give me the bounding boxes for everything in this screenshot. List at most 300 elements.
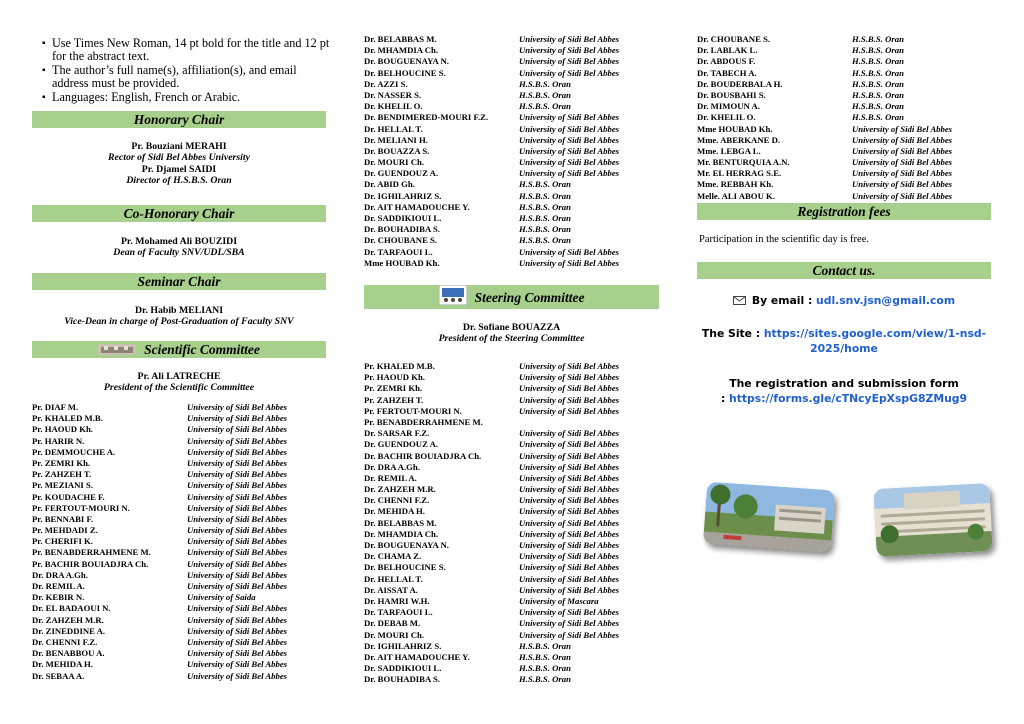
member-row <box>364 135 659 146</box>
member-affiliation: H.S.B.S. Oran <box>519 213 571 223</box>
member-affiliation: University of Sidi Bel Abbes <box>187 569 288 580</box>
member-affiliation: University of Sidi Bel Abbes <box>519 405 620 416</box>
member-affiliation: University of Sidi Bel Abbes <box>187 525 288 536</box>
steering-committee-list <box>364 361 659 685</box>
member-row <box>364 213 659 224</box>
member-name: Dr. REMIL A. <box>364 472 417 483</box>
member-name: Dr. TARFAOUI L. <box>364 246 433 257</box>
person-name: Pr. Ali LATRECHE <box>137 371 221 382</box>
person-role: Vice-Dean in charge of Post-Graduation of Faculty SNV <box>64 316 294 328</box>
member-affiliation: H.S.B.S. Oran <box>852 78 904 89</box>
member-affiliation: University of Sidi Bel Abbes <box>519 607 620 618</box>
member-affiliation: H.S.B.S. Oran <box>852 56 904 67</box>
member-row <box>364 540 659 551</box>
member-row <box>32 592 326 603</box>
member-name: Dr. HAMRI W.H. <box>364 595 430 606</box>
email-label: By email : <box>751 294 817 307</box>
seminar-chair-title: Seminar Chair <box>137 274 221 289</box>
member-affiliation: H.S.B.S. Oran <box>852 101 904 112</box>
member-affiliation: University of Sidi Bel Abbes <box>852 157 953 168</box>
member-name: Mme. ABERKANE D. <box>697 134 781 145</box>
scientific-president-block <box>32 371 326 394</box>
member-affiliation: University of Sidi Bel Abbes <box>519 573 620 584</box>
member-affiliation: University of Sidi Bel Abbes <box>519 506 620 517</box>
member-name: Dr. AIT HAMADOUCHE Y. <box>364 201 470 212</box>
member-row <box>364 168 659 179</box>
member-name: Dr. CHENNI F.Z. <box>364 495 430 506</box>
member-name: Dr. DRA A.Gh. <box>32 569 88 580</box>
member-name: Dr. HELLAL T. <box>364 123 423 134</box>
member-row <box>697 79 991 90</box>
member-affiliation: University of Sidi Bel Abbes <box>519 528 620 539</box>
member-affiliation: H.S.B.S. Oran <box>519 89 571 100</box>
member-affiliation: University of Sidi Bel Abbes <box>187 435 288 446</box>
member-name: Pr. KHALED M.B. <box>364 361 435 371</box>
member-row <box>364 372 659 383</box>
member-name: Dr. AISSAT A. <box>364 584 418 595</box>
member-row <box>364 585 659 596</box>
member-name: Dr. MEHIDA H. <box>364 506 425 517</box>
member-affiliation: University of Mascara <box>519 595 599 606</box>
member-row <box>364 506 659 517</box>
member-row <box>697 101 991 112</box>
person-name: Pr. Bouziani MERAHI <box>131 141 227 152</box>
member-affiliation: University of Sidi Bel Abbes <box>519 157 620 168</box>
form-label: The registration and submission form <box>729 377 959 390</box>
member-affiliation: University of Sidi Bel Abbes <box>187 480 288 491</box>
member-name: Pr. ZAHZEH T. <box>364 394 424 405</box>
member-name: Dr. ZINEDDINE A. <box>32 625 106 636</box>
member-row <box>364 439 659 450</box>
member-name: Pr. ZEMRI Kh. <box>32 457 91 468</box>
member-affiliation: University of Sidi Bel Abbes <box>519 629 620 640</box>
member-name: Dr. TARFAOUI L. <box>364 607 433 618</box>
member-affiliation: University of Sidi Bel Abbes <box>852 179 953 190</box>
member-row <box>32 503 326 514</box>
guideline-item: ▪ Languages: English, French or Arabic. <box>42 91 332 104</box>
member-row <box>364 247 659 258</box>
member-affiliation: University of Sidi Bel Abbes <box>519 517 620 528</box>
form-prefix: : <box>720 392 730 405</box>
member-row <box>32 659 326 670</box>
member-row <box>32 492 326 503</box>
member-affiliation: University of Sidi Bel Abbes <box>519 112 620 123</box>
member-row <box>364 202 659 213</box>
steering-committee-title: Steering Committee <box>474 290 585 306</box>
member-name: Dr. EL BADAOUI N. <box>32 603 111 614</box>
member-affiliation: University of Sidi Bel Abbes <box>187 413 288 424</box>
envelope-icon <box>733 294 746 309</box>
member-affiliation: University of Sidi Bel Abbes <box>519 584 620 595</box>
contact-header <box>697 262 991 279</box>
steering-committee-list-continued <box>697 34 991 202</box>
scientific-committee-list-continued <box>364 34 659 269</box>
member-row <box>697 179 991 190</box>
member-row <box>364 462 659 473</box>
member-name: Dr. BOUSBAHI S. <box>697 89 766 100</box>
member-affiliation: University of Sidi Bel Abbes <box>519 372 620 383</box>
abstract-guidelines <box>42 37 332 104</box>
person-role: President of the Scientific Committee <box>103 382 255 394</box>
member-name: Dr. BOUAZZA S. <box>364 145 430 156</box>
member-name: Mr. BENTURQUIA A.N. <box>697 157 790 168</box>
member-affiliation: H.S.B.S. Oran <box>519 78 571 89</box>
member-affiliation: H.S.B.S. Oran <box>519 201 571 212</box>
member-row <box>364 101 659 112</box>
member-name: Pr. MEHDADI Z. <box>32 525 98 536</box>
member-affiliation: University of Sidi Bel Abbes <box>519 134 620 145</box>
member-affiliation: H.S.B.S. Oran <box>519 179 571 190</box>
member-affiliation: University of Sidi Bel Abbes <box>187 491 288 502</box>
member-row <box>364 34 659 45</box>
member-row <box>32 458 326 469</box>
member-affiliation: University of Sidi Bel Abbes <box>519 56 620 67</box>
member-row <box>697 56 991 67</box>
member-affiliation: University of Sidi Bel Abbes <box>519 394 620 405</box>
member-row <box>32 402 326 413</box>
member-name: Dr. BENABBOU A. <box>32 648 105 659</box>
scientific-committee-header <box>32 341 326 358</box>
member-row <box>364 112 659 123</box>
steering-committee-header <box>364 285 659 309</box>
seminar-chair-header <box>32 273 326 290</box>
member-affiliation: University of Sidi Bel Abbes <box>852 190 953 201</box>
co-honorary-chair-title: Co-Honorary Chair <box>123 206 235 221</box>
member-row <box>32 626 326 637</box>
member-row <box>697 45 991 56</box>
member-affiliation: H.S.B.S. Oran <box>519 190 571 201</box>
member-affiliation: H.S.B.S. Oran <box>852 112 904 123</box>
member-row <box>364 674 659 685</box>
steering-president-block <box>364 322 659 345</box>
member-name: Pr. BENNABI F. <box>32 513 94 524</box>
member-row <box>32 671 326 682</box>
member-row <box>32 615 326 626</box>
member-name: Pr. DIAF M. <box>32 402 79 412</box>
contact-email-line <box>697 293 991 309</box>
member-affiliation: University of Sidi Bel Abbes <box>187 402 288 412</box>
member-name: Dr. AIT HAMADOUCHE Y. <box>364 651 470 662</box>
member-name: Dr. HELLAL T. <box>364 573 423 584</box>
member-name: Dr. IGHILAHRIZ S. <box>364 190 442 201</box>
member-row <box>364 383 659 394</box>
member-affiliation: University of Sidi Bel Abbes <box>519 450 620 461</box>
site-link[interactable]: https://sites.google.com/view/1-nsd-2025/home <box>763 327 987 355</box>
member-row <box>364 562 659 573</box>
member-name: Dr. AZZI S. <box>364 78 408 89</box>
member-name: Dr. KHELIL O. <box>364 101 423 112</box>
member-affiliation: University of Sidi Bel Abbes <box>852 134 953 145</box>
member-name: Dr. BELHOUCINE S. <box>364 67 446 78</box>
member-affiliation: University of Saida <box>187 592 256 603</box>
member-affiliation: University of Sidi Bel Abbes <box>519 45 620 56</box>
member-row <box>364 473 659 484</box>
member-row <box>364 406 659 417</box>
member-affiliation: University of Sidi Bel Abbes <box>187 469 288 480</box>
contact-title: Contact us. <box>812 263 876 278</box>
member-row <box>364 224 659 235</box>
person-name: Pr. Mohamed Ali BOUZIDI <box>120 236 238 247</box>
member-name: Dr. MELIANI H. <box>364 134 428 145</box>
member-affiliation: University of Sidi Bel Abbes <box>519 67 620 78</box>
member-row <box>364 484 659 495</box>
member-name: Pr. ZAHZEH T. <box>32 469 92 480</box>
honorary-chair-title: Honorary Chair <box>133 112 225 127</box>
member-name: Dr. SADDIKIOUI L. <box>364 663 442 674</box>
member-name: Dr. GUENDOUZ A. <box>364 168 439 179</box>
member-row <box>364 630 659 641</box>
guideline-item: ▪ The author’s full name(s), affiliation(s), and email address must be provided. <box>42 64 332 91</box>
member-name: Dr. SARSAR F.Z. <box>364 428 430 439</box>
member-row <box>364 618 659 629</box>
member-name: Dr. DEBAB M. <box>364 618 421 629</box>
member-name: Pr. CHERIFI K. <box>32 536 93 547</box>
member-row <box>364 428 659 439</box>
member-row <box>364 395 659 406</box>
form-link[interactable]: https://forms.gle/cTNcyEpXspG8ZMug9 <box>729 392 968 405</box>
member-name: Pr. BENABDERRAHMENE M. <box>32 547 151 558</box>
member-row <box>364 90 659 101</box>
member-affiliation: H.S.B.S. Oran <box>519 640 571 651</box>
member-affiliation: University of Sidi Bel Abbes <box>187 547 288 558</box>
member-affiliation: University of Sidi Bel Abbes <box>187 625 288 636</box>
member-row <box>364 56 659 67</box>
member-row <box>32 581 326 592</box>
member-row <box>32 536 326 547</box>
contact-site-line <box>697 326 991 356</box>
member-affiliation: University of Sidi Bel Abbes <box>519 551 620 562</box>
member-row <box>364 574 659 585</box>
member-row <box>364 157 659 168</box>
member-name: Dr. BENDIMERED-MOURI F.Z. <box>364 112 489 123</box>
member-row <box>364 191 659 202</box>
member-row <box>364 79 659 90</box>
member-affiliation: University of Sidi Bel Abbes <box>519 495 620 506</box>
member-name: Dr. MHAMDIA Ch. <box>364 45 439 56</box>
member-name: Dr. GUENDOUZ A. <box>364 439 439 450</box>
member-name: Dr. SEBAA A. <box>32 670 85 681</box>
member-affiliation: University of Sidi Bel Abbes <box>519 618 620 629</box>
member-row <box>364 652 659 663</box>
member-name: Pr. KHALED M.B. <box>32 413 103 424</box>
member-affiliation: University of Sidi Bel Abbes <box>519 34 620 44</box>
member-row <box>364 641 659 652</box>
person-role: Dean of Faculty SNV/UDL/SBA <box>113 247 245 259</box>
member-row <box>697 124 991 135</box>
member-row <box>32 637 326 648</box>
member-affiliation: University of Sidi Bel Abbes <box>519 540 620 550</box>
registration-fees-text: Participation in the scientific day is free. <box>699 234 869 245</box>
steering-image-icon <box>439 285 467 313</box>
member-name: Pr. HAOUD Kh. <box>32 424 93 435</box>
member-affiliation: H.S.B.S. Oran <box>519 663 571 674</box>
member-name: Dr. CHENNI F.Z. <box>32 636 98 647</box>
member-affiliation: H.S.B.S. Oran <box>852 67 904 78</box>
member-name: Pr. FERTOUT-MOURI N. <box>32 502 130 513</box>
member-row <box>364 361 659 372</box>
member-row <box>32 559 326 570</box>
member-row <box>697 135 991 146</box>
member-affiliation: University of Sidi Bel Abbes <box>519 562 620 573</box>
member-name: Dr. ZAHZEH M.R. <box>32 614 104 625</box>
member-affiliation: University of Sidi Bel Abbes <box>187 648 288 659</box>
member-name: Mme HOUBAD Kh. <box>364 257 440 268</box>
member-row <box>364 235 659 246</box>
member-affiliation: University of Sidi Bel Abbes <box>187 670 288 681</box>
member-affiliation: University of Sidi Bel Abbes <box>187 603 288 614</box>
member-name: Dr. BELABBAS M. <box>364 34 437 44</box>
member-row <box>364 518 659 529</box>
member-name: Dr. CHOUBANE S. <box>364 235 438 246</box>
member-row <box>364 258 659 269</box>
member-row <box>32 570 326 581</box>
member-row <box>364 451 659 462</box>
member-name: Pr. ZEMRI Kh. <box>364 383 423 394</box>
member-row <box>32 469 326 480</box>
member-name: Dr. BOUGUENAYA N. <box>364 540 449 550</box>
member-row <box>32 547 326 558</box>
member-name: Dr. MEHIDA H. <box>32 659 93 670</box>
member-name: Pr. FERTOUT-MOURI N. <box>364 405 462 416</box>
person-role: President of the Steering Committee <box>438 333 585 345</box>
member-name: Dr. SADDIKIOUI L. <box>364 213 442 223</box>
registration-fees-title: Registration fees <box>797 204 891 219</box>
member-name: Dr. NASSER S. <box>364 89 422 100</box>
member-affiliation: University of Sidi Bel Abbes <box>852 168 953 179</box>
member-affiliation: University of Sidi Bel Abbes <box>187 502 288 513</box>
member-name: Dr. BELABBAS M. <box>364 517 437 528</box>
member-row <box>697 34 991 45</box>
member-name: Dr. LABLAK L. <box>697 45 758 56</box>
member-row <box>32 525 326 536</box>
member-row <box>697 191 991 202</box>
member-name: Dr. MHAMDIA Ch. <box>364 528 439 539</box>
member-name: Dr. CHOUBANE S. <box>697 34 771 44</box>
member-name: Dr. ABID Gh. <box>364 179 415 190</box>
member-name: Pr. MEZIANI S. <box>32 480 93 491</box>
member-name: Dr. CHAMA Z. <box>364 551 422 562</box>
honorary-chair-header <box>32 111 326 128</box>
member-affiliation: University of Sidi Bel Abbes <box>519 123 620 134</box>
co-honorary-chair-block <box>32 236 326 259</box>
member-name: Dr. IGHILAHRIZ S. <box>364 640 442 651</box>
member-name: Dr. KEBIR N. <box>32 592 85 603</box>
member-row <box>364 45 659 56</box>
campus-photo-left <box>703 482 835 553</box>
member-affiliation: University of Sidi Bel Abbes <box>519 383 620 394</box>
member-row <box>697 168 991 179</box>
member-name: Pr. HAOUD Kh. <box>364 372 425 383</box>
member-affiliation: H.S.B.S. Oran <box>852 45 904 56</box>
member-name: Dr. MOURI Ch. <box>364 157 425 168</box>
committee-image-icon <box>98 342 136 359</box>
co-honorary-chair-header <box>32 205 326 222</box>
person-name: Pr. Djamel SAIDI <box>141 163 217 175</box>
member-row <box>364 663 659 674</box>
seminar-chair-block <box>32 305 326 328</box>
email-link[interactable]: udl.snv.jsn@gmail.com <box>816 294 956 307</box>
member-name: Mme HOUBAD Kh. <box>697 123 773 134</box>
member-affiliation: University of Sidi Bel Abbes <box>519 439 620 450</box>
member-name: Dr. MOURI Ch. <box>364 629 425 640</box>
member-affiliation: H.S.B.S. Oran <box>519 101 571 112</box>
member-name: Mme. LEBGA L. <box>697 145 761 156</box>
member-row <box>364 551 659 562</box>
member-row <box>697 112 991 123</box>
member-row <box>32 480 326 491</box>
left-column <box>32 0 330 724</box>
member-affiliation: University of Sidi Bel Abbes <box>519 246 620 257</box>
member-affiliation: University of Sidi Bel Abbes <box>519 257 620 268</box>
member-affiliation: University of Sidi Bel Abbes <box>519 361 620 371</box>
member-name: Dr. REMIL A. <box>32 581 85 591</box>
member-row <box>364 124 659 135</box>
member-row <box>32 447 326 458</box>
person-name: Dr. Sofiane BOUAZZA <box>462 322 561 333</box>
site-label: The Site : <box>701 327 764 340</box>
member-name: Mr. EL HERRAG S.E. <box>697 168 782 179</box>
member-row <box>697 68 991 79</box>
member-affiliation: H.S.B.S. Oran <box>852 34 904 44</box>
person-name: Dr. Habib MELIANI <box>134 305 224 316</box>
member-name: Pr. BACHIR BOUIADJRA Ch. <box>32 558 149 569</box>
member-affiliation: University of Sidi Bel Abbes <box>852 123 953 134</box>
member-row <box>32 413 326 424</box>
member-affiliation: University of Sidi Bel Abbes <box>187 513 288 524</box>
member-affiliation: University of Sidi Bel Abbes <box>519 428 620 439</box>
contact-form-line <box>697 376 991 406</box>
member-name: Mme. REBBAH Kh. <box>697 179 774 190</box>
member-name: Dr. MIMOUN A. <box>697 101 760 112</box>
member-affiliation: University of Sidi Bel Abbes <box>519 484 620 495</box>
member-affiliation: University of Sidi Bel Abbes <box>519 168 620 179</box>
member-row <box>364 607 659 618</box>
member-row <box>364 495 659 506</box>
member-row <box>697 157 991 168</box>
scientific-committee-list <box>32 402 326 682</box>
member-row <box>364 417 659 428</box>
person-role: Rector of Sidi Bel Abbes University <box>108 152 250 164</box>
right-column <box>697 0 991 724</box>
member-affiliation: University of Sidi Bel Abbes <box>187 614 288 625</box>
member-row <box>364 146 659 157</box>
person-role: Director of H.S.B.S. Oran <box>126 175 232 187</box>
member-row <box>32 603 326 614</box>
member-name: Dr. BOUHADIBA S. <box>364 674 440 685</box>
middle-column <box>364 0 659 724</box>
member-name: Pr. HARIR N. <box>32 435 85 446</box>
member-name: Dr. BOUDERBALA H. <box>697 78 783 89</box>
member-affiliation: H.S.B.S. Oran <box>519 674 571 685</box>
member-name: Dr. ABDOUS F. <box>697 56 756 67</box>
member-affiliation: University of Sidi Bel Abbes <box>187 536 288 547</box>
member-row <box>32 648 326 659</box>
member-affiliation: University of Sidi Bel Abbes <box>519 461 620 472</box>
member-affiliation: University of Sidi Bel Abbes <box>852 145 953 156</box>
member-name: Pr. DEMMOUCHE A. <box>32 446 116 457</box>
member-name: Dr. ZAHZEH M.R. <box>364 484 436 495</box>
member-affiliation: University of Sidi Bel Abbes <box>187 424 288 435</box>
member-row <box>697 146 991 157</box>
member-affiliation: University of Sidi Bel Abbes <box>187 659 288 670</box>
member-affiliation: H.S.B.S. Oran <box>519 235 571 246</box>
member-row <box>364 179 659 190</box>
member-name: Dr. KHELIL O. <box>697 112 756 123</box>
member-affiliation: University of Sidi Bel Abbes <box>519 145 620 156</box>
member-row <box>364 529 659 540</box>
member-affiliation: H.S.B.S. Oran <box>852 89 904 100</box>
member-name: Dr. BOUHADIBA S. <box>364 224 440 235</box>
